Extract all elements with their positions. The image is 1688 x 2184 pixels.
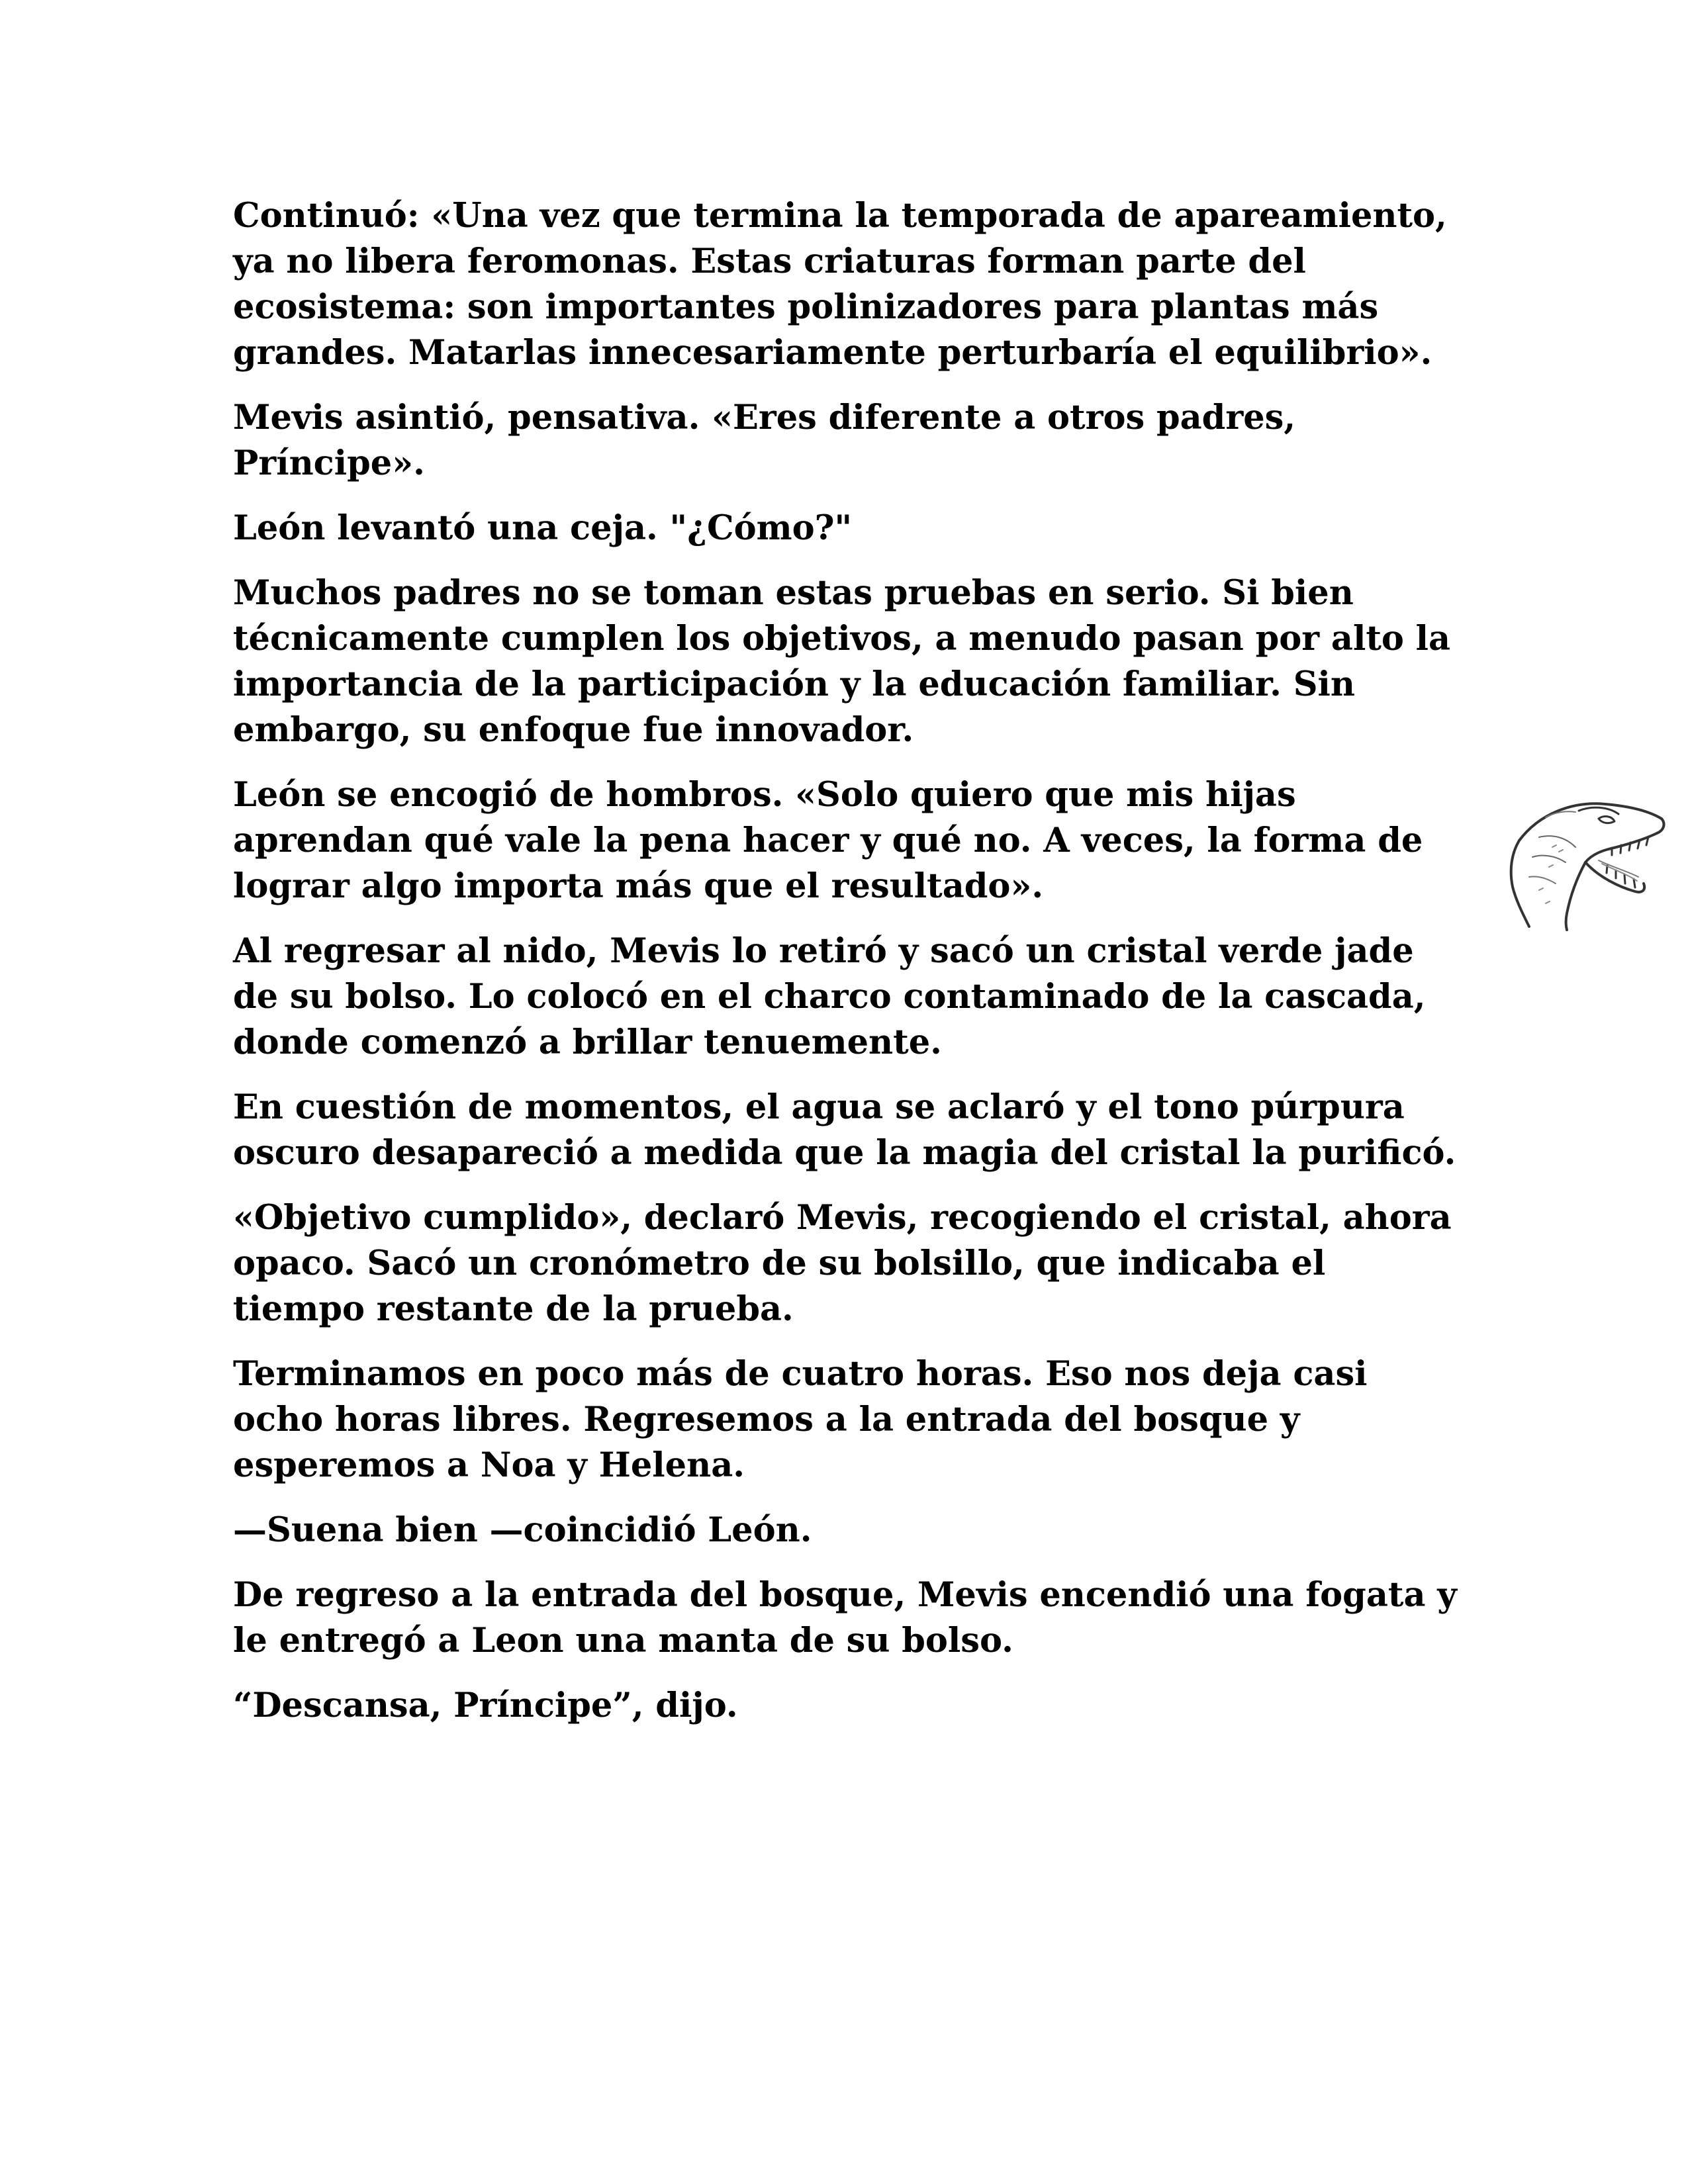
paragraph-10: —Suena bien —coincidió León. [233,1510,812,1550]
paragraph-9: Terminamos en poco más de cuatro horas. Eso nos deja casi ocho horas libres. Regresemos a la entrada del bosque y esperemos a Noa y Helena. [233,1354,1368,1485]
paragraph-1: Continuó: «Una vez que termina la temporada de apareamiento, ya no libera feromonas. Estas criaturas forman parte del ecosistema: son importantes polinizadores para plantas más grandes. Matarlas innecesariamente perturbaría el equilibrio». [233,196,1447,373]
paragraph-8: «Objetivo cumplido», declaró Mevis, recogiendo el cristal, ahora opaco. Sacó un cronómetro de su bolsillo, que indicaba el tiempo restante de la prueba. [233,1198,1452,1329]
paragraph-12: “Descansa, Príncipe”, dijo. [233,1686,738,1725]
paragraph-4: Muchos padres no se toman estas pruebas en serio. Si bien técnicamente cumplen los objetivos, a menudo pasan por alto la importancia de la participación y la educación familiar. Sin embargo, su enfoque fue innovador. [233,573,1451,750]
paragraph-2: Mevis asintió, pensativa. «Eres diferente a otros padres, Príncipe». [233,398,1296,483]
dinosaur-head-sketch-icon [1493,778,1671,933]
paragraph-3: León levantó una ceja. "¿Cómo?" [233,508,853,548]
paragraph-7: En cuestión de momentos, el agua se aclaró y el tono púrpura oscuro desapareció a medida que la magia del cristal la purificó. [233,1087,1456,1173]
paragraph-11: De regreso a la entrada del bosque, Mevis encendió una fogata y le entregó a Leon una manta de su bolso. [233,1575,1457,1661]
paragraph-6: Al regresar al nido, Mevis lo retiró y sacó un cristal verde jade de su bolso. Lo colocó en el charco contaminado de la cascada, donde comenzó a brillar tenuemente. [233,931,1426,1062]
paragraph-5: León se encogió de hombros. «Solo quiero que mis hijas aprendan qué vale la pena hacer y qué no. A veces, la forma de lograr algo importa más que el resultado». [233,775,1423,906]
body-text [233,193,1458,1748]
